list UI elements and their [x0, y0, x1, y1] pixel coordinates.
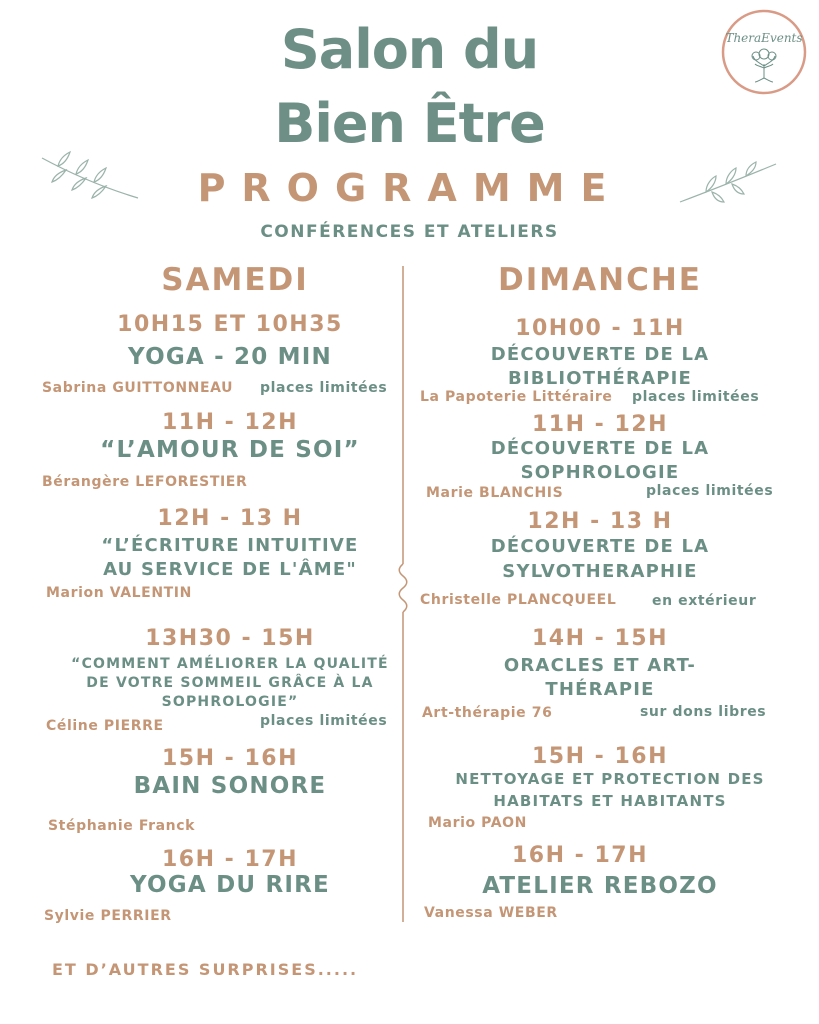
day-heading-saturday: SAMEDI [161, 262, 309, 298]
page-title-line2: Bien Être [274, 92, 545, 155]
session-title-line: AU SERVICE DE L'ÂME" [103, 559, 357, 580]
session-time: 10H15 ET 10H35 [117, 312, 343, 337]
leaf-branch-icon [38, 150, 143, 206]
day-heading-sunday: DIMANCHE [498, 262, 702, 298]
session-speaker: La Papoterie Littéraire [420, 389, 613, 405]
session-time: 12H - 13 H [527, 509, 673, 534]
session-time: 16H - 17H [161, 847, 298, 872]
footer-text: ET D’AUTRES SURPRISES..... [52, 960, 359, 979]
leaf-branch-icon [676, 158, 781, 208]
session-speaker: Marie BLANCHIS [426, 485, 564, 501]
session-title-line: SYLVOTHERAPHIE [502, 561, 698, 582]
session-title-line: DÉCOUVERTE DE LA [490, 438, 710, 459]
session-time: 15H - 16H [531, 744, 668, 769]
session-title: “L’AMOUR DE SOI” [100, 437, 360, 463]
subtitle: CONFÉRENCES ET ATELIERS [260, 222, 559, 242]
session-time: 10H00 - 11H [515, 316, 685, 341]
programme-heading: PROGRAMME [197, 166, 623, 210]
session-speaker: Mario PAON [428, 815, 528, 831]
session-title-line: BIBLIOTHÉRAPIE [507, 368, 693, 389]
session-time: 13H30 - 15H [145, 626, 315, 651]
session-title-line: ORACLES ET ART- [503, 655, 697, 676]
session-title: YOGA DU RIRE [130, 872, 330, 898]
session-title-line: NETTOYAGE ET PROTECTION DES [455, 770, 765, 788]
session-title-line: SOPHROLOGIE [520, 462, 680, 483]
session-title: ATELIER REBOZO [482, 873, 718, 899]
session-title: BAIN SONORE [133, 773, 327, 799]
session-speaker: Marion VALENTIN [46, 585, 192, 601]
session-speaker: Sylvie PERRIER [44, 908, 172, 924]
session-time: 11H - 12H [161, 410, 298, 435]
session-note: en extérieur [652, 593, 757, 609]
column-divider [396, 266, 410, 922]
session-time: 15H - 16H [161, 746, 298, 771]
session-speaker: Stéphanie Franck [48, 818, 196, 834]
logo-text: TheraEvents [725, 31, 803, 45]
session-title-line: THÉRAPIE [545, 679, 655, 700]
session-title: YOGA - 20 MIN [128, 344, 332, 370]
session-speaker: Vanessa WEBER [424, 905, 558, 921]
session-time: 16H - 17H [511, 843, 648, 868]
page-title-line1: Salon du [280, 18, 539, 81]
session-speaker: Céline PIERRE [46, 718, 164, 734]
session-note: places limitées [646, 483, 774, 499]
session-note: sur dons libres [640, 704, 767, 720]
session-title-line: “L’ÉCRITURE INTUITIVE [101, 535, 359, 556]
session-note: places limitées [260, 713, 388, 729]
session-time: 11H - 12H [531, 412, 668, 437]
session-title-line: DE VOTRE SOMMEIL GRÂCE À LA [86, 675, 374, 691]
session-time: 14H - 15H [531, 626, 668, 651]
session-note: places limitées [632, 389, 760, 405]
session-title-line: HABITATS ET HABITANTS [493, 792, 727, 810]
session-note: places limitées [260, 380, 388, 396]
session-speaker: Bérangère LEFORESTIER [42, 474, 248, 490]
session-title-line: DÉCOUVERTE DE LA [490, 536, 710, 557]
session-title-line: DÉCOUVERTE DE LA [490, 344, 710, 365]
session-title-line: “COMMENT AMÉLIORER LA QUALITÉ [71, 656, 389, 672]
session-speaker: Art-thérapie 76 [422, 705, 553, 721]
session-speaker: Sabrina GUITTONNEAU [42, 380, 234, 396]
session-speaker: Christelle PLANCQUEEL [420, 592, 617, 608]
session-title-line: SOPHROLOGIE” [161, 694, 299, 710]
session-time: 12H - 13 H [157, 506, 303, 531]
